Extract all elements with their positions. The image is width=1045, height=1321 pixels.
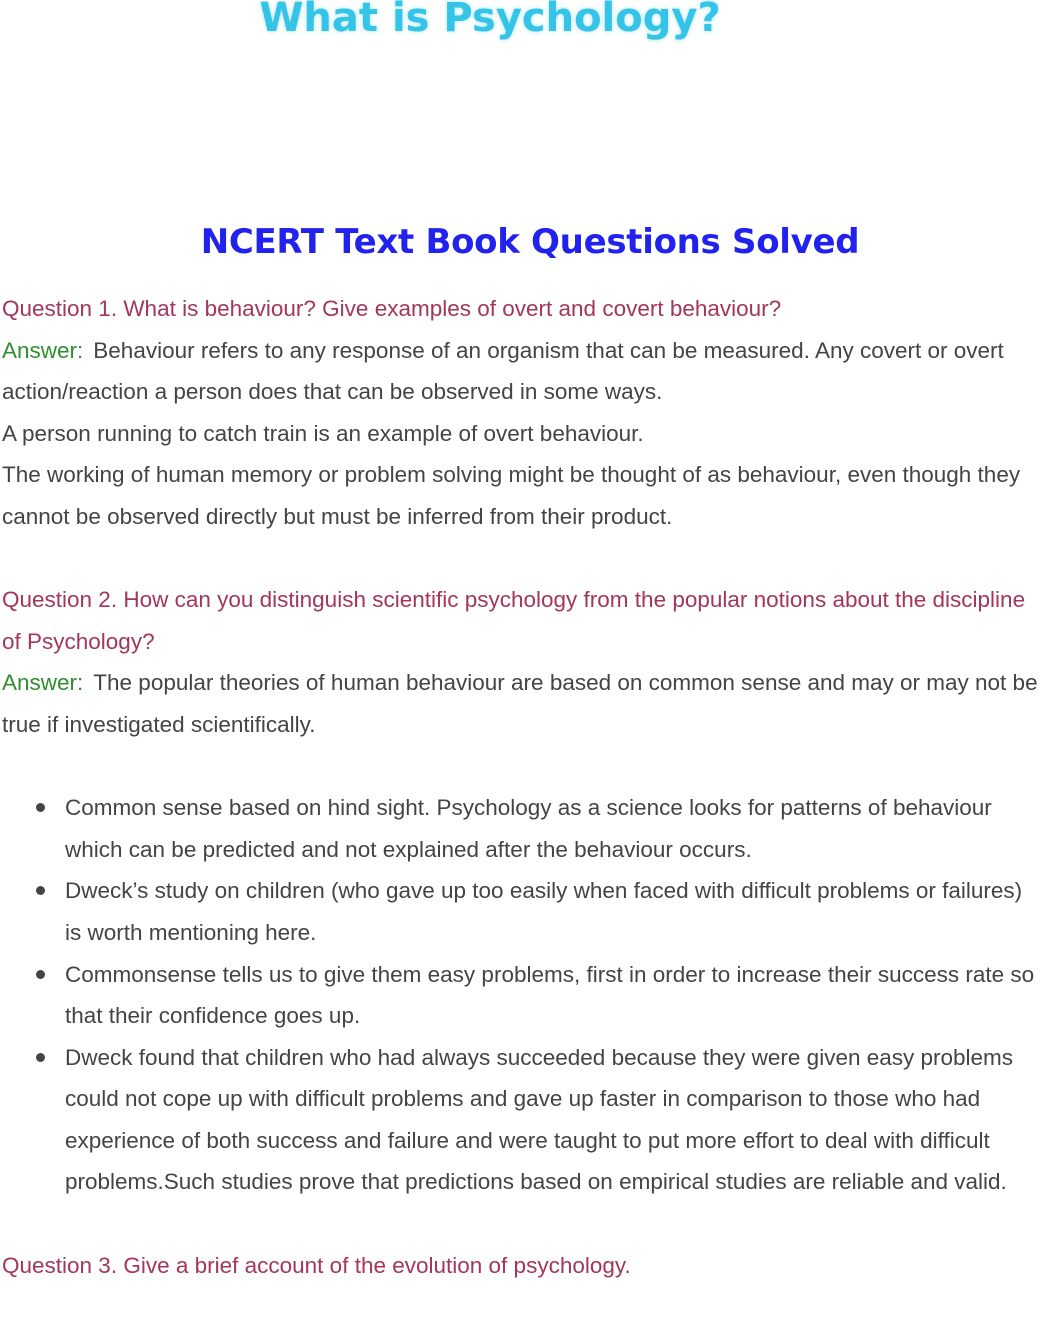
answer-label: Answer:	[2, 670, 84, 696]
answer-label: Answer:	[2, 337, 84, 363]
answer-2-bullet-list	[2, 787, 1042, 1203]
section-heading: NCERT Text Book Questions Solved	[200, 222, 860, 262]
question-2: Question 2. How can you distinguish scientific psychology from the popular notions about the discipline of Psychology?	[2, 587, 1026, 654]
list-item: Commonsense tells us to give them easy problems, first in order to increase their success rate so that their confidence goes up.	[65, 954, 1042, 1037]
answer-2	[2, 662, 1042, 745]
answer-2-text: The popular theories of human behaviour are based on common sense and may or may not be true if investigated scientifically.	[2, 670, 1038, 737]
paragraph-spacer	[2, 1203, 1042, 1245]
paragraph-spacer	[2, 538, 1042, 580]
article-body	[2, 288, 1042, 1286]
page-title: What is Psychology?	[259, 0, 721, 41]
answer-1-text: Behaviour refers to any response of an organism that can be measured. Any covert or overt action/reaction a person does that can be observed in some ways.	[2, 337, 1004, 405]
answer-1-paragraph: A person running to catch train is an example of overt behaviour.	[2, 420, 644, 446]
answer-1-paragraph: The working of human memory or problem solving might be thought of as behaviour, even though they cannot be observed directly but must be inferred from their product.	[2, 462, 1021, 529]
question-1: Question 1. What is behaviour? Give examples of overt and covert behaviour?	[2, 296, 782, 321]
list-item: Common sense based on hind sight. Psychology as a science looks for patterns of behaviour which can be predicted and not explained after the behaviour occurs.	[65, 787, 1042, 870]
list-item: Dweck’s study on children (who gave up too easily when faced with difficult problems or failures) is worth mentioning here.	[65, 870, 1042, 953]
list-item: Dweck found that children who had always succeeded because they were given easy problems could not cope up with difficult problems and gave up faster in comparison to those who had experience of both success and failure and were taught to put more effort to deal with difficult problems.Such studies prove that predictions based on empirical studies are reliable and valid.	[65, 1037, 1042, 1203]
answer-1	[2, 330, 1042, 413]
question-3: Question 3. Give a brief account of the evolution of psychology.	[2, 1252, 631, 1278]
paragraph-spacer	[2, 746, 1042, 788]
